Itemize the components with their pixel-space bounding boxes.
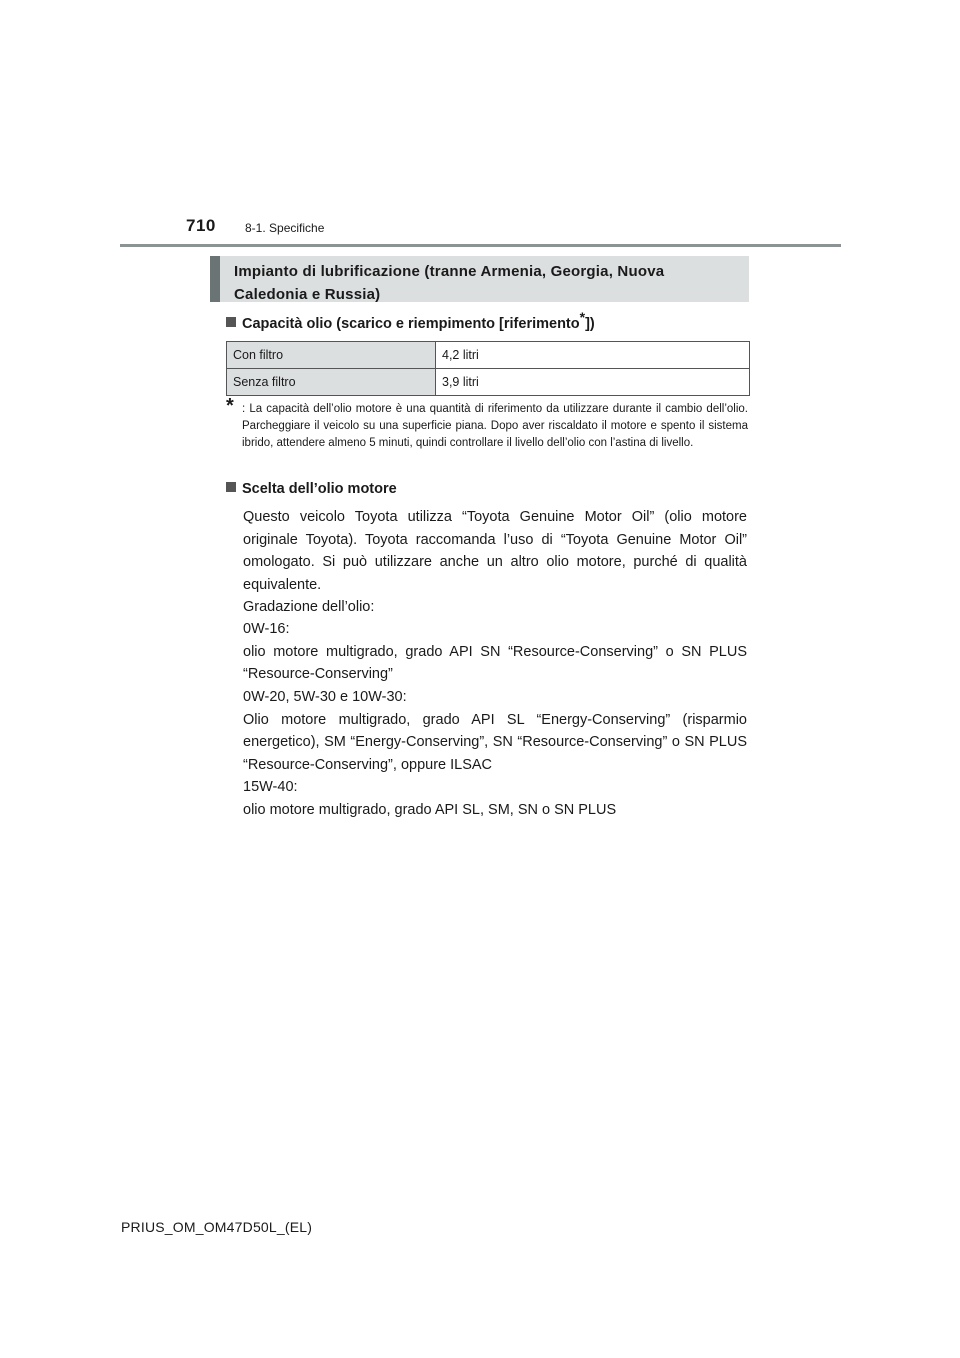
footnote-text: : La capacità dell’olio motore è una quantità di riferimento da utilizzare durante il cambio dell’olio. Parcheggiare il veicolo su una superficie piana. Dopo aver riscaldato il motore e spento il sistema ibrido, attendere almeno 5 minuti, quindi controllare il livello dell’olio con l’astina di livello. — [242, 403, 748, 449]
capacity-heading-text: Capacità olio (scarico e riempimento [riferimento — [242, 315, 580, 332]
oil-choice-heading-text: Scelta dell’olio motore — [242, 481, 397, 497]
row-label: Con filtro — [227, 342, 436, 369]
header-divider — [120, 244, 841, 247]
row-label: Senza filtro — [227, 369, 436, 396]
capacity-heading — [226, 309, 595, 332]
grade-name: 15W-40: — [243, 779, 298, 795]
oil-choice-intro: Questo veicolo Toyota utilizza “Toyota Genuine Motor Oil” (olio motore originale Toyota). Toyota raccomanda l’uso di “Toyota Genuine Motor Oil” omologato. Si può utilizzare anche un altro olio motore, purché di qualità equivalente. — [243, 509, 747, 593]
row-value: 4,2 litri — [436, 342, 750, 369]
grade-description: olio motore multigrado, grado API SL, SM, SN o SN PLUS — [243, 801, 617, 818]
document-code: PRIUS_OM_OM47D50L_(EL) — [121, 1219, 313, 1235]
capacity-heading-end: ]) — [585, 315, 595, 332]
grade-name: 0W-16: — [243, 621, 290, 637]
grade-description: Olio motore multigrado, grado API SL “Energy-Conserving” (risparmio energetico), SM “Energy-Conserving”, SN “Resource-Conserving” o SN PLUS “Resource-Conserving”, oppure ILSAC — [243, 711, 747, 773]
section-banner: Impianto di lubrificazione (tranne Armenia, Georgia, Nuova Caledonia e Russia) — [210, 256, 749, 302]
table-row — [227, 342, 750, 369]
section-reference: 8-1. Specifiche — [245, 221, 325, 235]
footnote-asterisk: * — [226, 395, 234, 417]
grade-name: 0W-20, 5W-30 e 10W-30: — [243, 689, 407, 705]
square-bullet-icon — [226, 482, 236, 492]
table-row — [227, 369, 750, 396]
grade-description: olio motore multigrado, grado API SN “Resource-Conserving” o SN PLUS “Resource-Conserving” — [243, 643, 747, 682]
row-value: 3,9 litri — [436, 369, 750, 396]
capacity-footnote — [226, 395, 748, 452]
page-number: 710 — [186, 216, 216, 235]
grade-item — [243, 618, 747, 686]
oil-choice-heading — [226, 481, 397, 497]
oil-capacity-table — [226, 341, 750, 396]
square-bullet-icon — [226, 317, 236, 327]
grade-label: Gradazione dell’olio: — [243, 599, 375, 615]
reference-asterisk: * — [579, 309, 586, 325]
grade-item — [243, 776, 747, 821]
grade-item — [243, 686, 747, 776]
